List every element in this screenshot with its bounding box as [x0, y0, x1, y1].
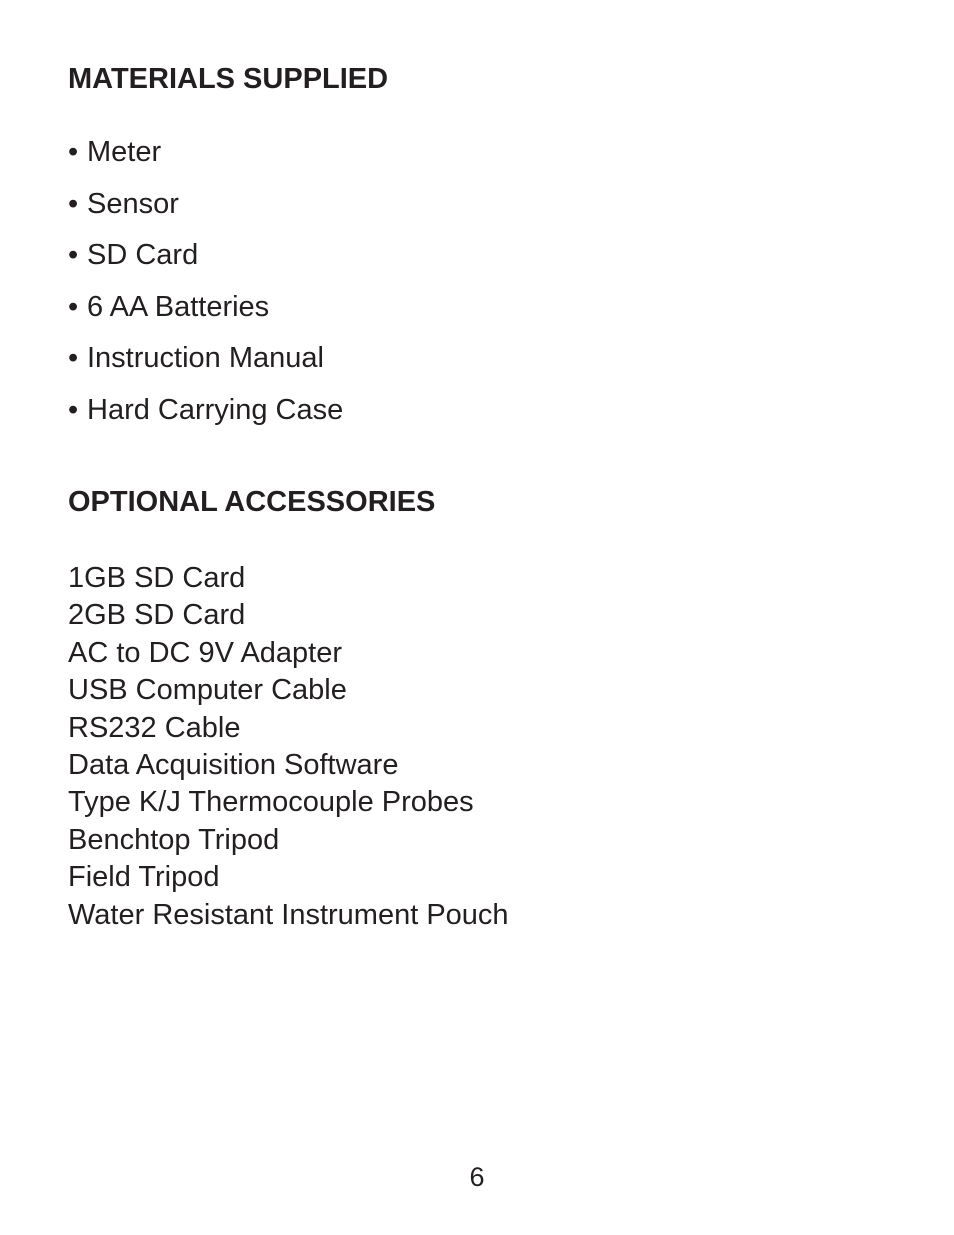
list-item: Benchtop Tripod — [68, 823, 280, 856]
list-item — [68, 340, 343, 376]
list-item: 2GB SD Card — [68, 599, 246, 632]
accessories-list — [68, 560, 509, 934]
bullet-icon: • — [68, 290, 79, 323]
bullet-icon: • — [68, 393, 79, 426]
bullet-icon: • — [68, 136, 79, 168]
list-item: Data Acquisition Software — [68, 748, 399, 781]
bullet-icon: • — [68, 342, 79, 375]
list-item — [68, 392, 343, 428]
page-number: 6 — [469, 1162, 485, 1192]
list-item — [68, 134, 343, 170]
optional-accessories-heading: OPTIONAL ACCESSORIES — [68, 486, 436, 518]
list-item-label: Sensor — [87, 187, 179, 220]
bullet-icon: • — [68, 239, 79, 272]
list-item: 1GB SD Card — [68, 562, 246, 594]
list-item: AC to DC 9V Adapter — [68, 636, 343, 669]
list-item: Water Resistant Instrument Pouch — [68, 898, 509, 931]
list-item: USB Computer Cable — [68, 674, 347, 707]
list-item — [68, 186, 343, 222]
list-item: Field Tripod — [68, 861, 220, 894]
list-item-label: SD Card — [87, 239, 199, 272]
bullet-icon: • — [68, 187, 79, 220]
list-item — [68, 237, 343, 273]
materials-list — [68, 134, 343, 444]
list-item-label: Hard Carrying Case — [87, 393, 344, 426]
list-item: Type K/J Thermocouple Probes — [68, 786, 474, 819]
list-item-label: Instruction Manual — [87, 342, 324, 375]
list-item — [68, 289, 343, 325]
materials-supplied-heading: MATERIALS SUPPLIED — [68, 63, 389, 95]
list-item: RS232 Cable — [68, 711, 241, 744]
list-item-label: 6 AA Batteries — [87, 290, 270, 323]
list-item-label: Meter — [87, 136, 162, 168]
